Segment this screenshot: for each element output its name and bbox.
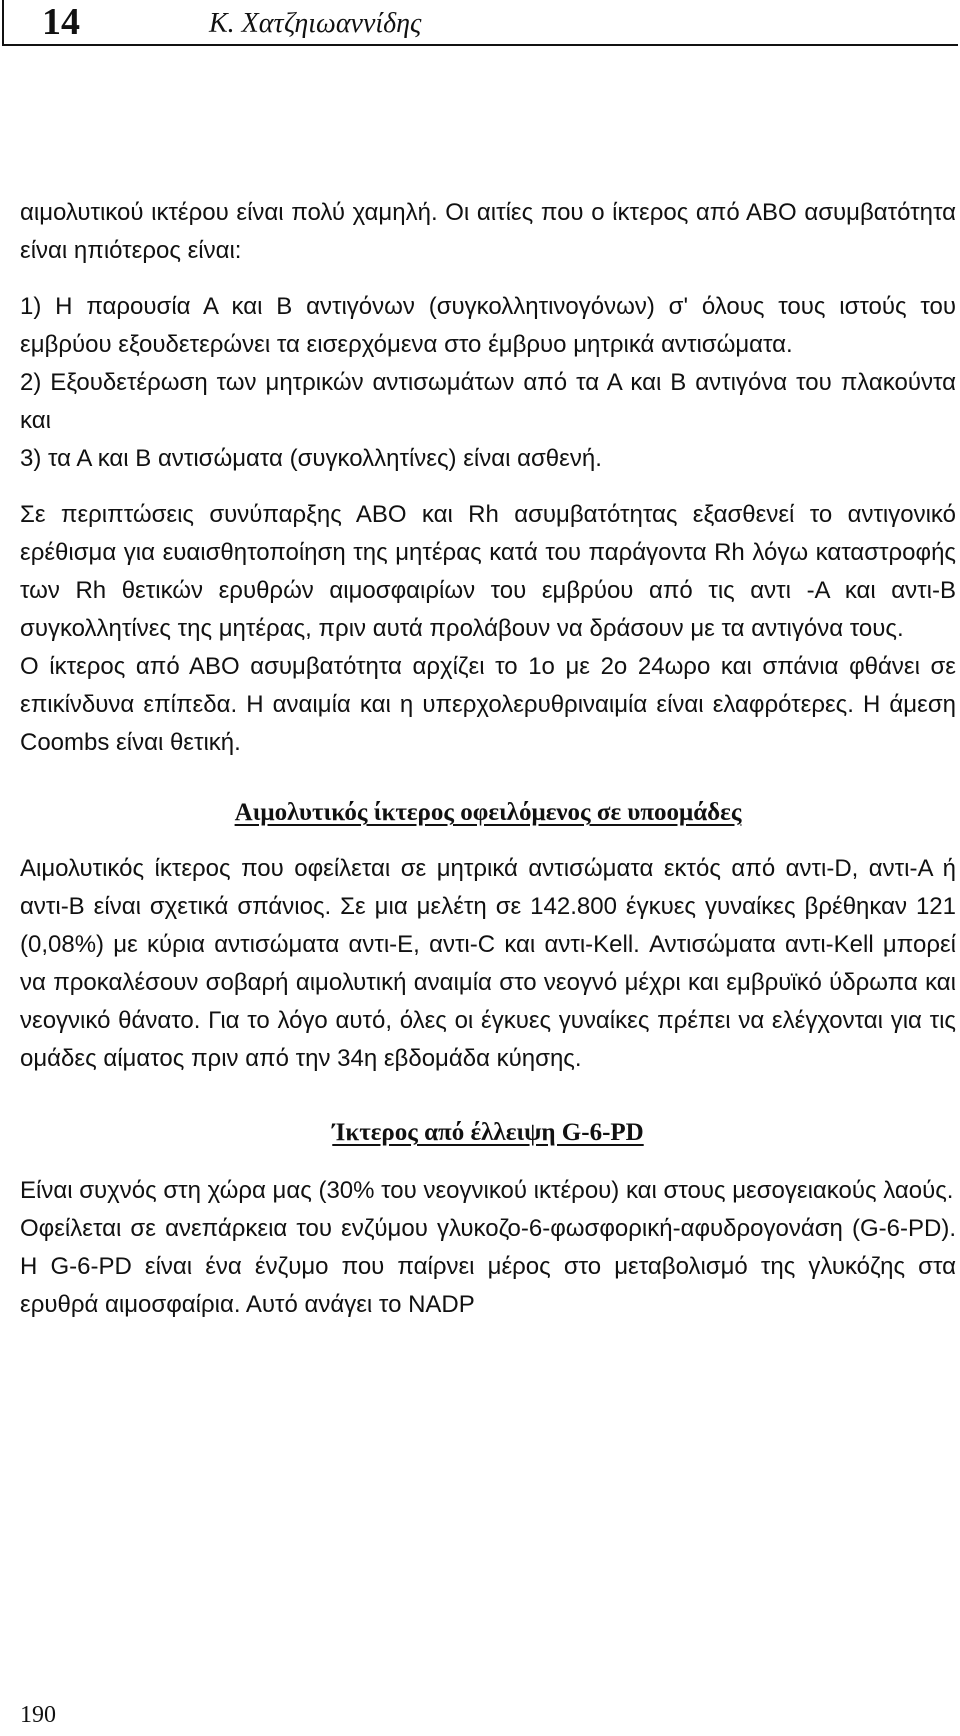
paragraph-reason-3: 3) τα Α και Β αντισώματα (συγκολλητίνες) είναι ασθενή. <box>20 445 602 472</box>
paragraph-g6pd-frequency: Είναι συχνός στη χώρα μας (30% του νεογνικού ικτέρου) και στους μεσογειακούς λαούς. <box>20 1177 954 1204</box>
paragraph-coexistence: Σε περιπτώσεις συνύπαρξης ΑΒΟ και Rh ασυμβατότητας εξασθενεί το αντιγονικό ερέθισμα για ευαισθητοποίηση της μητέρας κατά του παράγοντα Rh λόγω καταστροφής των Rh θετικών ερυθρών αιμοσφαιρίων του εμβρύου από τις αντι -Α και αντι-Β συγκολλητίνες της μητέρας, πριν αυτά προλάβουν να δράσουν με τα αντιγόνα τους. <box>20 501 956 642</box>
paragraph-reason-1: 1) Η παρουσία Α και Β αντιγόνων (συγκολλητινογόνων) σ' όλους τους ιστούς του εμβρύου εξουδετερώνει τα εισερχόμενα στο έμβρυο μητρικά αντισώματα. <box>20 293 956 358</box>
paragraph-subgroups: Αιμολυτικός ίκτερος που οφείλεται σε μητρικά αντισώματα εκτός από αντι-D, αντι-Α ή αντι-Β είναι σχετικά σπάνιος. Σε μια μελέτη σε 142.800 έγκυες γυναίκες βρέθηκαν 121 (0,08%) με κύρια αντισώματα αντι-Ε, αντι-C και αντι-Kell. Αντισώματα αντι-Kell μπορεί να προκαλέσουν σοβαρή αιμολυτική αναιμία στο νεογνό μέχρι και εμβρυϊκό ύδρωπα και νεογνικό θάνατο. Για το λόγο αυτό, όλες οι έγκυες γυναίκες πρέπει να ελέγχονται για τις ομάδες αίματος πριν από την 34η εβδομάδα κύησης. <box>20 855 956 1072</box>
paragraph-reason-2: 2) Εξουδετέρωση των μητρικών αντισωμάτων από τα Α και Β αντιγόνα του πλακούντα και <box>20 369 956 434</box>
running-header <box>2 0 958 46</box>
section-heading-subgroups: Αιμολυτικός ίκτερος οφειλόμενος σε υποομάδες <box>234 799 742 826</box>
paragraph-g6pd-cause: Οφείλεται σε ανεπάρκεια του ενζύμου γλυκοζο-6-φωσφορική-αφυδρογονάση (G-6-PD). Η G-6-PD είναι ένα ένζυμο που παίρνει μέρος στο μεταβολισμό της γλυκόζης στα ερυθρά αιμοσφαίρια. Αυτό ανάγει το NADP <box>20 1215 956 1318</box>
body-text <box>20 194 956 1324</box>
paragraph-intro: αιμολυτικού ικτέρου είναι πολύ χαμηλή. Οι αιτίες που ο ίκτερος από ΑΒΟ ασυμβατότητα είναι ηπιότερος είναι: <box>20 199 956 264</box>
running-head-author: Κ. Χατζηιωαννίδης <box>209 8 422 39</box>
page-number: 14 <box>42 1 80 43</box>
paragraph-abo-jaundice: Ο ίκτερος από ΑΒΟ ασυμβατότητα αρχίζει το 1ο με 2ο 24ωρο και σπάνια φθάνει σε επικίνδυνα επίπεδα. Η αναιμία και η υπερχολερυθριναιμία είναι ελαφρότερες. Η άμεση Coombs είναι θετική. <box>20 653 956 756</box>
section-heading-g6pd: Ίκτερος από έλλειψη G-6-PD <box>332 1119 644 1146</box>
footer-page-number: 190 <box>20 1702 56 1728</box>
